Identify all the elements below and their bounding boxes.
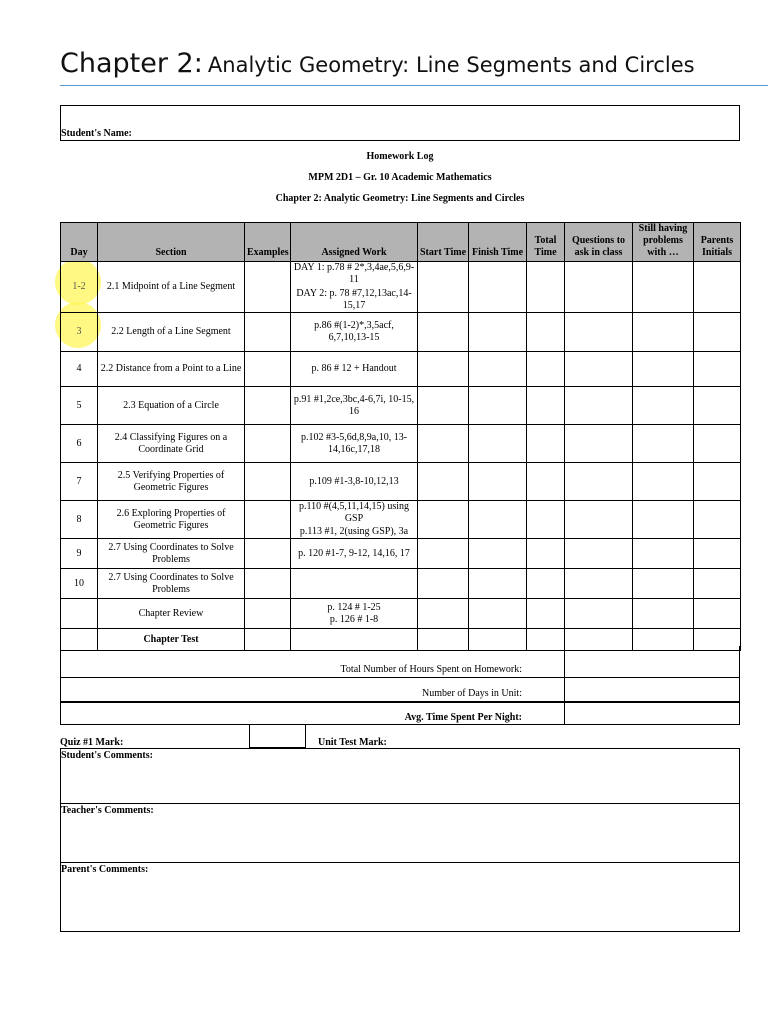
finish-time-cell[interactable] [469, 501, 527, 539]
section-cell: 2.5 Verifying Properties of Geometric Figures [98, 463, 245, 501]
examples-cell[interactable] [245, 569, 291, 599]
finish-time-cell[interactable] [469, 313, 527, 352]
examples-cell[interactable] [245, 262, 291, 313]
examples-cell[interactable] [245, 352, 291, 387]
still-problems-cell[interactable] [633, 569, 694, 599]
still-problems-cell[interactable] [633, 599, 694, 629]
total-time-cell[interactable] [527, 352, 565, 387]
questions-cell[interactable] [565, 463, 633, 501]
total-time-cell[interactable] [527, 463, 565, 501]
still-problems-cell[interactable] [633, 463, 694, 501]
day-number: 1-2 [72, 281, 86, 292]
examples-cell[interactable] [245, 425, 291, 463]
still-problems-cell[interactable] [633, 262, 694, 313]
assigned-work-cell [291, 501, 418, 539]
start-time-cell[interactable] [418, 463, 469, 501]
day-cell: 5 [61, 387, 98, 425]
finish-time-cell[interactable] [469, 463, 527, 501]
total-time-cell[interactable] [527, 569, 565, 599]
questions-cell[interactable] [565, 599, 633, 629]
days-in-unit-label: Number of Days in Unit: [422, 688, 522, 699]
total-time-cell[interactable] [527, 501, 565, 539]
total-hours-field[interactable] [564, 646, 565, 677]
finish-time-cell[interactable] [469, 387, 527, 425]
homework-table [60, 222, 741, 651]
days-in-unit-divider [564, 678, 565, 701]
examples-cell[interactable] [245, 539, 291, 569]
header-section: Section [98, 223, 245, 262]
start-time-cell[interactable] [418, 262, 469, 313]
parent-comments-label: Parent's Comments: [61, 864, 149, 875]
questions-cell[interactable] [565, 425, 633, 463]
student-comments-label: Student's Comments: [61, 750, 153, 761]
parents-initials-cell[interactable] [694, 352, 741, 387]
assigned-work-cell [291, 599, 418, 629]
parents-initials-cell[interactable] [694, 539, 741, 569]
total-time-cell[interactable] [527, 539, 565, 569]
assigned-work-cell: p.86 #(1-2)*,3,5acf, 6,7,10,13-15 [291, 313, 418, 352]
questions-cell[interactable] [565, 539, 633, 569]
still-problems-cell[interactable] [633, 387, 694, 425]
table-row [61, 387, 741, 425]
header-parents-initials: Parents Initials [694, 223, 741, 262]
header-day: Day [61, 223, 98, 262]
assigned-work-line: p. 126 # 1-8 [329, 613, 379, 625]
day-cell: 9 [61, 539, 98, 569]
header-questions: Questions to ask in class [565, 223, 633, 262]
parents-initials-cell[interactable] [694, 387, 741, 425]
table-row [61, 539, 741, 569]
finish-time-cell[interactable] [469, 569, 527, 599]
chapter-line: Chapter 2: Analytic Geometry: Line Segments and Circles [275, 193, 525, 204]
section-cell: 2.1 Midpoint of a Line Segment [98, 262, 245, 313]
finish-time-cell[interactable] [469, 352, 527, 387]
header-total-time: Total Time [527, 223, 565, 262]
course-line: MPM 2D1 – Gr. 10 Academic Mathematics [308, 172, 492, 183]
total-hours-label: Total Number of Hours Spent on Homework: [340, 664, 522, 675]
assigned-work-line: DAY 1: p.78 # 2*,3,4ae,5,6,9-11 [293, 262, 415, 285]
questions-cell[interactable] [565, 569, 633, 599]
finish-time-cell[interactable] [469, 599, 527, 629]
total-time-cell[interactable] [527, 387, 565, 425]
examples-cell[interactable] [245, 501, 291, 539]
parents-initials-cell[interactable] [694, 599, 741, 629]
questions-cell[interactable] [565, 262, 633, 313]
table-row [61, 425, 741, 463]
assigned-work-cell: p. 120 #1-7, 9-12, 14,16, 17 [291, 539, 418, 569]
start-time-cell[interactable] [418, 501, 469, 539]
section-cell: 2.7 Using Coordinates to Solve Problems [98, 569, 245, 599]
table-row [61, 599, 741, 629]
start-time-cell[interactable] [418, 313, 469, 352]
parents-initials-cell[interactable] [694, 262, 741, 313]
examples-cell[interactable] [245, 387, 291, 425]
total-time-cell[interactable] [527, 313, 565, 352]
start-time-cell[interactable] [418, 539, 469, 569]
header-still-having-problems: Still having problems with … [633, 223, 694, 262]
day-number: 3 [76, 326, 82, 337]
questions-cell[interactable] [565, 313, 633, 352]
table-row [61, 463, 741, 501]
examples-cell[interactable] [245, 599, 291, 629]
total-time-cell[interactable] [527, 425, 565, 463]
still-problems-cell[interactable] [633, 501, 694, 539]
day-cell: 4 [61, 352, 98, 387]
teacher-comments-label: Teacher's Comments: [61, 805, 154, 816]
assigned-work-cell: p.91 #1,2ce,3bc,4-6,7i, 10-15, 16 [291, 387, 418, 425]
start-time-cell[interactable] [418, 387, 469, 425]
section-cell: 2.2 Distance from a Point to a Line [98, 352, 245, 387]
total-time-cell[interactable] [527, 599, 565, 629]
teacher-comments-box[interactable] [60, 803, 740, 863]
section-cell: 2.7 Using Coordinates to Solve Problems [98, 539, 245, 569]
assigned-work-line: p.113 #1, 2(using GSP), 3a [299, 526, 409, 537]
day-cell [61, 313, 98, 352]
section-cell: 2.6 Exploring Properties of Geometric Figures [98, 501, 245, 539]
parent-comments-box[interactable] [60, 862, 740, 932]
still-problems-cell[interactable] [633, 313, 694, 352]
table-header-row [61, 223, 741, 262]
still-problems-cell[interactable] [633, 425, 694, 463]
finish-time-cell[interactable] [469, 425, 527, 463]
assigned-work-line: p.110 #(4,5,11,14,15) using GSP [298, 501, 410, 524]
parents-initials-cell[interactable] [694, 501, 741, 539]
examples-cell[interactable] [245, 313, 291, 352]
day-cell [61, 262, 98, 313]
examples-cell[interactable] [245, 463, 291, 501]
section-cell: 2.3 Equation of a Circle [98, 387, 245, 425]
header-start-time: Start Time [418, 223, 469, 262]
avg-time-label: Avg. Time Spent Per Night: [404, 712, 522, 723]
table-row [61, 262, 741, 313]
start-time-cell[interactable] [418, 599, 469, 629]
student-name-label: Student's Name: [61, 128, 132, 139]
assigned-work-cell: p.109 #1-3,8-10,12,13 [291, 463, 418, 501]
student-comments-box[interactable] [60, 748, 740, 804]
finish-time-cell[interactable] [469, 539, 527, 569]
header-rule [60, 85, 768, 86]
total-time-cell[interactable] [527, 262, 565, 313]
header-finish-time: Finish Time [469, 223, 527, 262]
student-name-box[interactable] [60, 105, 740, 141]
start-time-cell[interactable] [418, 425, 469, 463]
table-row [61, 569, 741, 599]
assigned-work-cell: p. 86 # 12 + Handout [291, 352, 418, 387]
assigned-work-line: p. 124 # 1-25 [327, 601, 381, 613]
assigned-work-cell [291, 262, 418, 313]
table-row [61, 313, 741, 352]
day-cell: 10 [61, 569, 98, 599]
still-problems-cell[interactable] [633, 539, 694, 569]
day-cell: 8 [61, 501, 98, 539]
days-in-unit-row [60, 678, 740, 702]
total-hours-row [60, 646, 740, 678]
day-cell: 6 [61, 425, 98, 463]
page-title [60, 48, 695, 79]
chapter-number: Chapter 2: [60, 48, 203, 79]
section-cell: Chapter Review [98, 599, 245, 629]
parents-initials-cell[interactable] [694, 313, 741, 352]
assigned-work-line: DAY 2: p. 78 #7,12,13ac,14-15,17 [296, 288, 412, 311]
avg-time-field[interactable] [564, 703, 565, 724]
quiz-mark-box[interactable] [249, 724, 306, 748]
questions-cell[interactable] [565, 387, 633, 425]
questions-cell[interactable] [565, 352, 633, 387]
quiz-mark-label: Quiz #1 Mark: [60, 737, 124, 748]
section-cell: 2.2 Length of a Line Segment [98, 313, 245, 352]
parents-initials-cell[interactable] [694, 425, 741, 463]
homework-log-title: Homework Log [366, 151, 434, 162]
avg-time-row [60, 702, 740, 725]
header-examples: Examples [245, 223, 291, 262]
parents-initials-cell[interactable] [694, 463, 741, 501]
header-assigned-work: Assigned Work [291, 223, 418, 262]
finish-time-cell[interactable] [469, 262, 527, 313]
still-problems-cell[interactable] [633, 352, 694, 387]
table-row [61, 501, 741, 539]
section-cell: 2.4 Classifying Figures on a Coordinate Grid [98, 425, 245, 463]
assigned-work-cell: p.102 #3-5,6d,8,9a,10, 13-14,16c,17,18 [291, 425, 418, 463]
unit-test-mark-label: Unit Test Mark: [318, 737, 387, 748]
chapter-subtitle: Analytic Geometry: Line Segments and Circles [207, 53, 695, 77]
questions-cell[interactable] [565, 501, 633, 539]
start-time-cell[interactable] [418, 352, 469, 387]
start-time-cell[interactable] [418, 569, 469, 599]
day-cell [61, 599, 98, 629]
section-cell: Chapter Test [98, 629, 245, 651]
assigned-work-cell[interactable] [291, 569, 418, 599]
day-cell: 7 [61, 463, 98, 501]
parents-initials-cell[interactable] [694, 569, 741, 599]
table-row [61, 352, 741, 387]
